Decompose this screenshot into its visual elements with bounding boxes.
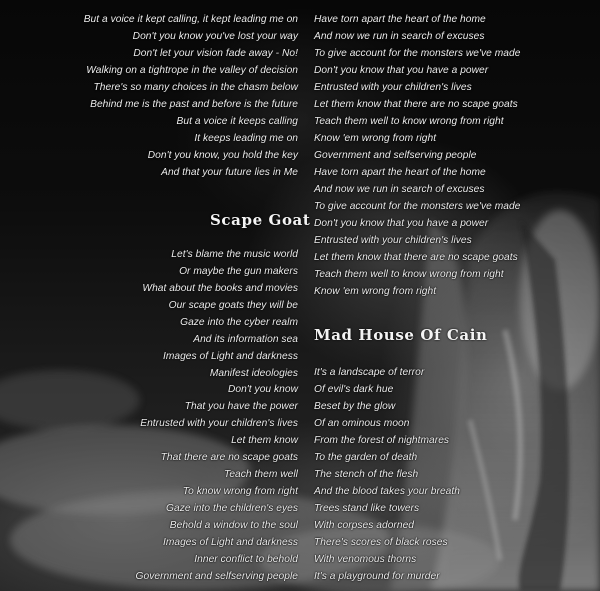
- lyric-line: Entrusted with your children's lives: [140, 418, 298, 429]
- lyric-line: Let them know that there are no scape goats: [314, 252, 518, 263]
- lyric-line: Government and selfserving people: [314, 150, 477, 161]
- lyric-line: But a voice it kept calling, it kept leading me on: [83, 14, 298, 25]
- lyric-line: Have torn apart the heart of the home: [314, 14, 486, 25]
- lyric-line: And now we run in search of excuses: [314, 31, 485, 42]
- lyric-line: What about the books and movies: [142, 283, 298, 294]
- lyric-line: Behold a window to the soul: [169, 520, 298, 531]
- lyric-line: Teach them well to know wrong from right: [314, 116, 504, 127]
- lyric-line: Don't you know, you hold the key: [147, 150, 298, 161]
- lyric-line: With venomous thorns: [314, 554, 417, 565]
- lyric-line: To give account for the monsters we've made: [314, 201, 521, 212]
- lyric-line: To give account for the monsters we've made: [314, 48, 521, 59]
- lyric-line: And its information sea: [193, 334, 298, 345]
- lyric-line: Government and selfserving people: [135, 571, 298, 582]
- lyric-line: Don't you know that you have a power: [314, 218, 489, 229]
- lyric-line: Behind me is the past and before is the future: [90, 99, 298, 110]
- lyric-line: To the garden of death: [314, 452, 418, 463]
- lyric-line: Inner conflict to behold: [194, 554, 298, 565]
- song-title-mad-house-of-cain: Mad House Of Cain: [314, 326, 488, 344]
- lyric-line: Entrusted with your children's lives: [314, 235, 472, 246]
- lyric-line: Don't you know you've lost your way: [132, 31, 298, 42]
- lyric-line: Beset by the glow: [314, 401, 396, 412]
- lyric-line: Of evil's dark hue: [314, 384, 394, 395]
- lyric-line: Don't you know that you have a power: [314, 65, 489, 76]
- lyric-line: It keeps leading me on: [194, 133, 298, 144]
- lyric-line: Of an ominous moon: [314, 418, 410, 429]
- lyric-line: Images of Light and darkness: [162, 537, 298, 548]
- lyric-line: There's scores of black roses: [314, 537, 448, 548]
- lyric-line: Trees stand like towers: [314, 503, 420, 514]
- lyric-line: Images of Light and darkness: [162, 351, 298, 362]
- lyric-line: Know 'em wrong from right: [314, 133, 437, 144]
- lyric-line: It's a playground for murder: [314, 571, 440, 582]
- lyric-line: Let them know: [231, 435, 298, 446]
- lyric-line: With corpses adorned: [314, 520, 415, 531]
- lyric-line: There's so many choices in the chasm below: [93, 82, 298, 93]
- lyric-line: To know wrong from right: [182, 486, 298, 497]
- lyric-line: That you have the power: [184, 401, 298, 412]
- lyric-line: Gaze into the children's eyes: [166, 503, 298, 514]
- lyric-line: Our scape goats they will be: [168, 300, 298, 311]
- lyric-line: Know 'em wrong from right: [314, 286, 437, 297]
- lyric-line: Don't let your vision fade away - No!: [133, 48, 298, 59]
- lyric-line: And the blood takes your breath: [314, 486, 460, 497]
- lyric-line: Manifest ideologies: [209, 368, 298, 379]
- lyric-line: That there are no scape goats: [160, 452, 298, 463]
- lyric-line: It's a landscape of terror: [314, 367, 425, 378]
- lyric-line: Have torn apart the heart of the home: [314, 167, 486, 178]
- lyric-line: From the forest of nightmares: [314, 435, 450, 446]
- song-title-scape-goat: Scape Goat: [210, 211, 311, 229]
- lyric-line: Let's blame the music world: [171, 249, 298, 260]
- lyric-line: Let them know that there are no scape goats: [314, 99, 518, 110]
- lyric-line: Gaze into the cyber realm: [180, 317, 298, 328]
- lyric-line: Teach them well to know wrong from right: [314, 269, 504, 280]
- lyric-line: Teach them well: [224, 469, 298, 480]
- lyric-line: And that your future lies in Me: [161, 167, 298, 178]
- lyric-line: Or maybe the gun makers: [179, 266, 298, 277]
- lyric-line: Don't you know: [227, 384, 298, 395]
- lyric-line: Entrusted with your children's lives: [314, 82, 472, 93]
- lyric-line: And now we run in search of excuses: [314, 184, 485, 195]
- lyric-line: But a voice it keeps calling: [176, 116, 298, 127]
- lyric-line: The stench of the flesh: [314, 469, 419, 480]
- lyric-line: Walking on a tightrope in the valley of decision: [86, 65, 298, 76]
